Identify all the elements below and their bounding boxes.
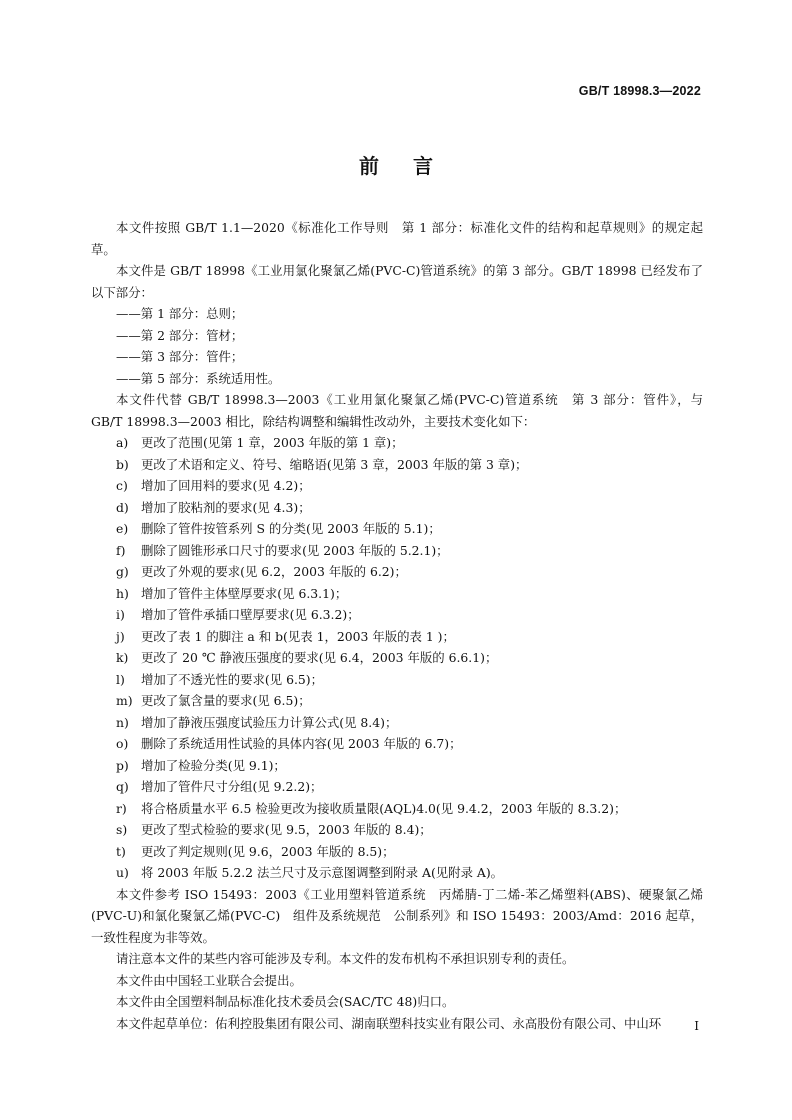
list-item bbox=[91, 690, 703, 712]
list-item-label: h) bbox=[116, 585, 129, 601]
list-item-label: f) bbox=[116, 542, 126, 558]
list-item bbox=[91, 497, 703, 519]
list-item bbox=[91, 733, 703, 755]
changes-list bbox=[91, 432, 703, 884]
list-item-label: i) bbox=[116, 607, 125, 622]
list-item bbox=[91, 712, 703, 734]
list-item-text: 更改了表 1 的脚注 a 和 b(见表 1，2003 年版的表 1 )； bbox=[141, 628, 455, 644]
list-item-label: e) bbox=[116, 521, 129, 536]
list-item-label: l) bbox=[116, 671, 125, 687]
paragraph-drafting-units: 本文件起草单位：佑利控股集团有限公司、湖南联塑科技实业有限公司、永高股份有限公司、中山环 bbox=[116, 1015, 662, 1031]
page-title: 前言 bbox=[359, 154, 467, 178]
parts-list bbox=[91, 303, 703, 389]
list-item-text: 更改了 20 ℃ 静液压强度的要求(见 6.4，2003 年版的 6.6.1)； bbox=[141, 650, 498, 665]
list-item bbox=[91, 819, 703, 841]
list-item-text: 更改了外观的要求(见 6.2，2003 年版的 6.2)； bbox=[141, 564, 407, 579]
list-item-label: n) bbox=[116, 714, 129, 730]
list-item bbox=[91, 561, 703, 583]
list-item-text: 更改了氯含量的要求(见 6.5)； bbox=[141, 693, 311, 708]
list-item bbox=[91, 798, 703, 820]
paragraph-drafting-rules: 本文件按照 GB/T 1.1—2020《标准化工作导则 第 1 部分：标准化文件的结构和起草规则》的规定起草。 bbox=[91, 220, 703, 257]
list-item bbox=[91, 776, 703, 798]
list-item-label: q) bbox=[116, 779, 129, 794]
list-item-text: 将合格质量水平 6.5 检验更改为接收质量限(AQL)4.0(见 9.4.2，2003 年版的 8.3.2)； bbox=[141, 800, 627, 816]
paragraph-patent-notice: 请注意本文件的某些内容可能涉及专利。本文件的发布机构不承担识别专利的责任。 bbox=[116, 951, 575, 966]
list-item bbox=[91, 755, 703, 777]
list-item-label: o) bbox=[116, 736, 129, 751]
paragraph-reference-iso: 本文件参考 ISO 15493：2003《工业用塑料管道系统 丙烯腈-丁二烯-苯乙烯塑料(ABS)、硬聚氯乙烯(PVC-U)和氯化聚氯乙烯(PVC-C) 组件及系统规范 公制系列》和 ISO 15493：2003/Amd：2016 起草，一致性程度为非等效。 bbox=[91, 886, 703, 945]
list-item-text: 增加了管件承插口壁厚要求(见 6.3.2)； bbox=[141, 607, 360, 622]
list-item-text: 增加了静液压强度试验压力计算公式(见 8.4)； bbox=[141, 714, 398, 730]
page-number: Ⅰ bbox=[694, 1019, 699, 1033]
list-item bbox=[91, 432, 703, 454]
list-item bbox=[91, 518, 703, 540]
list-item bbox=[91, 475, 703, 497]
list-item-label: s) bbox=[116, 822, 128, 837]
list-item bbox=[91, 540, 703, 562]
list-item-text: 增加了管件尺寸分组(见 9.2.2)； bbox=[141, 779, 323, 794]
list-item-text: 增加了检验分类(见 9.1)； bbox=[141, 757, 286, 773]
list-item-label: d) bbox=[116, 499, 129, 515]
list-item bbox=[91, 841, 703, 863]
list-item-text: 删除了圆锥形承口尺寸的要求(见 2003 年版的 5.2.1)； bbox=[141, 542, 449, 558]
list-item-label: c) bbox=[116, 478, 128, 493]
list-item-label: g) bbox=[116, 564, 129, 579]
list-item bbox=[91, 647, 703, 669]
list-item-label: t) bbox=[116, 843, 126, 859]
list-item-label: u) bbox=[116, 865, 129, 880]
preface-body bbox=[91, 217, 703, 1034]
list-item-text: 更改了术语和定义、符号、缩略语(见第 3 章，2003 年版的第 3 章)； bbox=[141, 456, 528, 472]
paragraph-proposed-by: 本文件由中国轻工业联合会提出。 bbox=[116, 972, 302, 988]
list-item-text: 更改了判定规则(见 9.6，2003 年版的 8.5)； bbox=[141, 843, 395, 859]
list-item bbox=[91, 454, 703, 476]
paragraph-administered-by: 本文件由全国塑料制品标准化技术委员会(SAC/TC 48)归口。 bbox=[116, 994, 455, 1009]
list-item: ——第 2 部分：管材； bbox=[116, 327, 244, 343]
paragraph-replaces: 本文件代替 GB/T 18998.3—2003《工业用氯化聚氯乙烯(PVC-C)管道系统 第 3 部分：管件》，与 GB/T 18998.3—2003 相比，除结构调整和编辑性改动外，主要技术变化如下： bbox=[91, 392, 703, 429]
list-item-text: 删除了系统适用性试验的具体内容(见 2003 年版的 6.7)； bbox=[141, 736, 462, 751]
list-item bbox=[91, 583, 703, 605]
list-item bbox=[91, 626, 703, 648]
list-item bbox=[91, 669, 703, 691]
list-item bbox=[91, 862, 703, 884]
paragraph-series-parts: 本文件是 GB/T 18998《工业用氯化聚氯乙烯(PVC-C)管道系统》的第 3 部分。GB/T 18998 已经发布了以下部分： bbox=[91, 263, 703, 300]
list-item bbox=[91, 604, 703, 626]
list-item-label: j) bbox=[116, 628, 125, 644]
list-item-text: 增加了管件主体壁厚要求(见 6.3.1)； bbox=[141, 585, 348, 601]
list-item-text: 删除了管件按管系列 S 的分类(见 2003 年版的 5.1)； bbox=[141, 521, 441, 536]
list-item-text: 更改了范围(见第 1 章，2003 年版的第 1 章)； bbox=[141, 435, 404, 450]
list-item-text: 增加了胶粘剂的要求(见 4.3)； bbox=[141, 499, 311, 515]
list-item-label: b) bbox=[116, 456, 129, 472]
list-item-label: p) bbox=[116, 757, 129, 773]
list-item: ——第 3 部分：管件； bbox=[116, 349, 244, 364]
list-item-text: 增加了回用料的要求(见 4.2)； bbox=[141, 478, 311, 493]
list-item-label: m) bbox=[116, 693, 133, 708]
list-item: ——第 1 部分：总则； bbox=[116, 306, 244, 321]
standard-code-header: GB/T 18998.3—2022 bbox=[578, 84, 701, 98]
list-item-text: 增加了不透光性的要求(见 6.5)； bbox=[141, 671, 323, 687]
list-item-label: a) bbox=[116, 435, 129, 450]
list-item-label: r) bbox=[116, 800, 127, 816]
list-item: ——第 5 部分：系统适用性。 bbox=[116, 370, 281, 386]
list-item-text: 将 2003 年版 5.2.2 法兰尺寸及示意图调整到附录 A(见附录 A)。 bbox=[141, 865, 504, 880]
list-item-label: k) bbox=[116, 650, 129, 665]
list-item-text: 更改了型式检验的要求(见 9.5，2003 年版的 8.4)； bbox=[141, 822, 432, 837]
